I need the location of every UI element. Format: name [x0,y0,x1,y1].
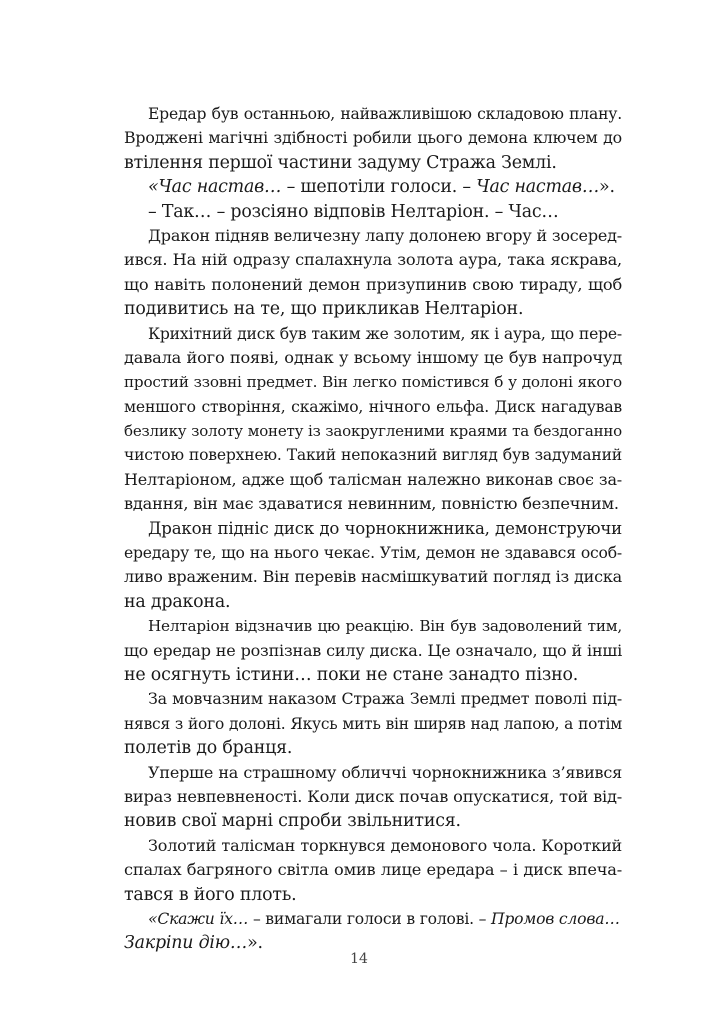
italic-quote: «Час настав… [148,177,282,198]
italic-quote: Промов слова… [490,909,620,928]
text-line: Нелтаріоном, адже щоб талісман належно виконав своє за- [124,469,622,489]
italic-quote: «Скажи їх… [148,909,249,928]
text-line: Дракон підняв величезну лапу долонею вгору й зосеред- [148,225,622,245]
text-line: ередару те, що на нього чекає. Утім, демон не здавався особ- [124,544,622,563]
text-line: простий ззовні предмет. Він легко помістився б у долоні якого [124,373,622,392]
text-line: подивитись на те, що прикликав Нелтаріон. [124,299,524,320]
text-line: Крихітний диск був таким же золотим, як і аура, що пере- [148,324,622,343]
text-line: не осягнуть істини… поки не стане занадто пізно. [124,664,579,685]
text-line: За мовчазним наказом Стража Землі предмет поволі під- [148,689,622,709]
text-line: ився. На ній одразу спалахнула золота аура, така яскрава, [124,250,622,270]
text-line: ливо враженим. Він перевів насмішкуватий погляд із диска [124,567,622,587]
text-line [124,175,622,199]
page-number: 14 [350,951,368,967]
text-fragment: ». [599,177,615,198]
italic-quote: Закріпи дію… [124,933,248,954]
body-text [124,102,622,956]
text-line: на дракона. [124,591,231,612]
text-line: – Так… – розсіяно відповів Нелтаріон. – Час… [148,201,559,222]
text-line: Нелтаріон відзначив цю реакцію. Він був задоволений тим, [148,617,622,636]
text-line: Вроджені магічні здібності робили цього демона ключем до [124,128,622,148]
text-fragment: ». [247,933,263,954]
text-line: вираз невпевненості. Коли диск почав опускатися, той від- [124,786,622,806]
text-line: нявся з його долоні. Якусь мить він ширяв над лапою, а потім [124,714,622,733]
text-fragment: – вимагали голоси в голові. – [248,909,491,928]
text-line: Ередар був останньою, найважливішою складовою плану. [148,105,622,123]
text-line: втілення першої частини задуму Стража Землі. [124,152,557,173]
text-line: чистою поверхнею. Такий непоказний вигляд був задуманий [124,446,622,465]
text-line: Золотий талісман торкнувся демонового чола. Короткий [148,835,622,855]
text-line [124,907,622,931]
text-line: полетів до бранця. [124,738,293,759]
text-line: меншого створіння, скажімо, нічного ельфа. Диск нагадував [124,397,622,416]
text-line: безлику золоту монету із заокругленими краями та бездоганно [124,422,622,441]
text-line: спалах багряного світла омив лице ередара – і диск впеча- [124,860,622,880]
text-line: Уперше на страшному обличчі чорнокнижника з’явився [148,762,622,782]
text-line: давала його появі, однак у всьому іншому це був напрочуд [124,347,622,367]
text-line: вдання, він має здаватися невинним, повністю безпечним. [124,494,619,514]
text-fragment: – шепотіли голоси. – [281,177,477,198]
text-line: тався в його плоть. [124,884,297,905]
text-line: що ередар не розпізнав силу диска. Це означало, що й інші [124,640,622,660]
text-line: новив свої марні спроби звільнитися. [124,811,461,832]
text-line: що навіть полонений демон призупинив свою тираду, щоб [124,274,622,294]
text-line: Дракон підніс диск до чорнокнижника, демонструючи [148,518,622,538]
italic-quote: Час настав… [476,177,600,198]
